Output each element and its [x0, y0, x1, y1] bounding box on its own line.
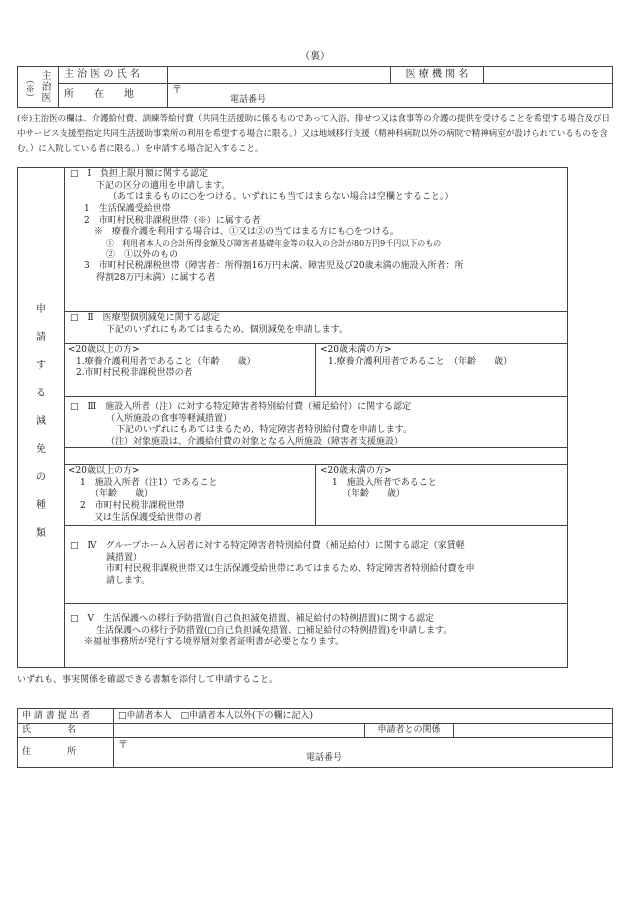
postal-icon: 〒 — [118, 740, 128, 751]
section-4-checkbox-title[interactable]: □ Ⅳ グループホーム入居者に対する特定障害者特別給付費（補足給付）に関する認定（家賃軽 — [70, 541, 465, 551]
side-title-char: る — [36, 388, 46, 399]
section-3-right-2: （年齢 歳） — [342, 489, 406, 500]
doctor-address-label: 所 在 地 — [58, 83, 168, 107]
doctor-name-label: 主 治 医 の 氏 名 — [58, 67, 168, 83]
submitter-row — [18, 709, 612, 724]
application-types-table — [17, 167, 568, 668]
doctor-side-cell — [18, 67, 59, 107]
section-1-line-2: （あてはまるものに○をつける。いずれにも当てはまらない場合は空欄とすること。） — [108, 192, 454, 203]
side-title-char: す — [36, 360, 46, 371]
side-title-char: 請 — [36, 332, 46, 343]
section-1-item-4: ① 利用者本人の合計所得金額及び障害者基礎年金等の収入の合計が80万円9千円以下のもの — [106, 239, 442, 249]
doctor-phone-label: 電話番号 — [230, 95, 267, 105]
doctor-row-1 — [58, 67, 612, 84]
doctor-side-mark: （※） — [23, 75, 34, 102]
sections-column — [64, 168, 567, 667]
address-field[interactable] — [114, 737, 612, 767]
section-1-item-3: ※ 療養介護を利用する場合は、①又は②の当てはまる方にも○をつける。 — [94, 227, 399, 238]
side-title-char: 申 — [36, 304, 46, 315]
section-2-left-1: 1.療養介護利用者であること（年齢 歳） — [76, 356, 256, 367]
doctor-address-field[interactable] — [168, 83, 612, 107]
section-2-checkbox-title[interactable]: □ Ⅱ 医療型個別減免に関する認定 — [70, 313, 220, 323]
section-4-line-3: 請します。 — [106, 576, 151, 587]
submitter-label: 申 請 書 提 出 者 — [18, 709, 114, 723]
page-label: （裏） — [300, 51, 330, 62]
section-3-left-3: 2 市町村民税非課税世帯 — [80, 501, 185, 512]
section-3-left-2: （年齢 歳） — [90, 489, 154, 500]
section-2-header — [64, 312, 567, 344]
section-3-checkbox-title[interactable]: □ Ⅲ 施設入所者（注）に対する特定障害者特別給付費（補足給付）に関する認定 — [70, 402, 412, 412]
side-title-cell — [18, 168, 65, 667]
section-2-right — [315, 344, 567, 396]
section-2-left-2: 2.市町村民税非課税世帯の者 — [76, 368, 193, 379]
section-2-left-head: <20歳以上の方> — [68, 345, 140, 355]
phone-label: 電話番号 — [306, 753, 343, 763]
doctor-table — [17, 66, 613, 108]
section-4-line-1: 減措置） — [106, 552, 143, 563]
doctor-note: (※)主治医の欄は、介護給付費、訓練等給付費（共同生活援助に係るものであって入浴、排せつ又は食事等の介護の提供を受けることを希望する場合及び日中サービス支援型指定共同生活援助事業所の利用を希望する場合に限る。）又は地域移行支援（精神科病院以外の病院で精神病室が設けられているものを含む。）に入院している者に限る。）を申請する場合記入すること。 — [17, 114, 611, 154]
section-2-left — [64, 344, 315, 396]
bottom-note: いずれも、事実関係を確認できる書類を添付して申請すること。 — [17, 675, 279, 685]
section-2-right-head: <20歳未満の方> — [320, 345, 392, 355]
doctor-name-field[interactable] — [168, 67, 390, 83]
relation-label: 申請者との関係 — [364, 723, 454, 737]
hospital-field[interactable] — [482, 67, 612, 83]
hospital-label: 医 療 機 関 名 — [390, 67, 484, 83]
section-1-item-6: 3 市町村民税課税世帯（障害者：所得割16万円未満、障害児及び20歳未満の施設入所者：所 — [84, 261, 464, 272]
section-5-line-1: 生活保護への移行予防措置(□自己負担減免措置、□補足給付の特例措置)を申請します。 — [96, 625, 453, 636]
section-3-split — [64, 464, 567, 526]
section-3-right — [315, 465, 567, 525]
section-3-left-head: <20歳以上の方> — [68, 466, 140, 476]
section-3-left-4: 又は生活保護受給世帯の者 — [94, 512, 203, 523]
side-title — [18, 296, 64, 548]
section-1-item-5: ② ①以外のもの — [106, 249, 179, 260]
section-5-checkbox-title[interactable]: □ Ⅴ 生活保護への移行予防措置(自己負担減免措置、補足給付の特例措置)に関する認定 — [70, 614, 435, 624]
section-3-right-1: 1 施設入所者であること — [332, 477, 437, 488]
section-3-line-2: 下記のいずれにもあてはまるため、特定障害者特別給付費を申請します。 — [116, 425, 412, 436]
section-1-checkbox-title[interactable]: □ Ⅰ 負担上限月額に関する認定 — [70, 169, 209, 179]
section-3-right-head: <20歳未満の方> — [320, 466, 392, 476]
section-3-left-1: 1 施設入所者（注1）であること — [80, 477, 218, 488]
section-2-line-1: 下記のいずれにもあてはまるため、個別減免を申請します。 — [106, 324, 348, 335]
section-3-header — [64, 396, 567, 448]
side-title-char: 類 — [36, 528, 46, 539]
name-field[interactable] — [114, 723, 364, 737]
section-3-line-3: （注）対象施設は、介護給付費の対象となる入所施設（障害者支援施設） — [106, 437, 404, 448]
section-3-left — [64, 465, 315, 525]
postal-icon: 〒 — [172, 85, 182, 96]
side-title-char: の — [36, 472, 46, 483]
section-1-line-1: 下記の区分の適用を申請します。 — [96, 180, 231, 191]
side-title-char: 種 — [36, 500, 46, 511]
section-1 — [64, 168, 567, 312]
section-5-line-2: ※福祉事務所が発行する境界層対象者証明書が必要となります。 — [84, 637, 345, 648]
doctor-side-label: 主治医 — [39, 70, 50, 103]
name-label: 氏 名 — [18, 723, 114, 737]
relation-field[interactable] — [452, 723, 612, 737]
section-4 — [64, 540, 567, 604]
section-1-item-2: 2 市町村民税非課税世帯（※）に属する者 — [84, 215, 261, 226]
side-title-char: 減 — [36, 416, 46, 427]
section-2-split — [64, 344, 567, 397]
side-title-char: 免 — [36, 444, 46, 455]
section-2-right-1: 1.療養介護利用者であること （年齢 歳） — [328, 356, 513, 367]
section-1-item-1: 1 生活保護受給世帯 — [84, 204, 171, 215]
address-label: 住 所 — [18, 737, 114, 767]
submitter-options[interactable]: □申請者本人 □申請者本人以外(下の欄に記入) — [118, 711, 314, 721]
name-row — [18, 723, 612, 738]
section-5 — [64, 604, 567, 667]
section-4-line-2: 市町村民税非課税世帯又は生活保護受給世帯にあてはまるため、特定障害者特別給付費を申 — [106, 564, 475, 575]
section-1-item-7: 得割28万円未満）に属する者 — [96, 272, 216, 283]
section-3-line-1: （入所施設の食事等軽減措置） — [106, 413, 233, 424]
submitter-table — [17, 708, 613, 768]
